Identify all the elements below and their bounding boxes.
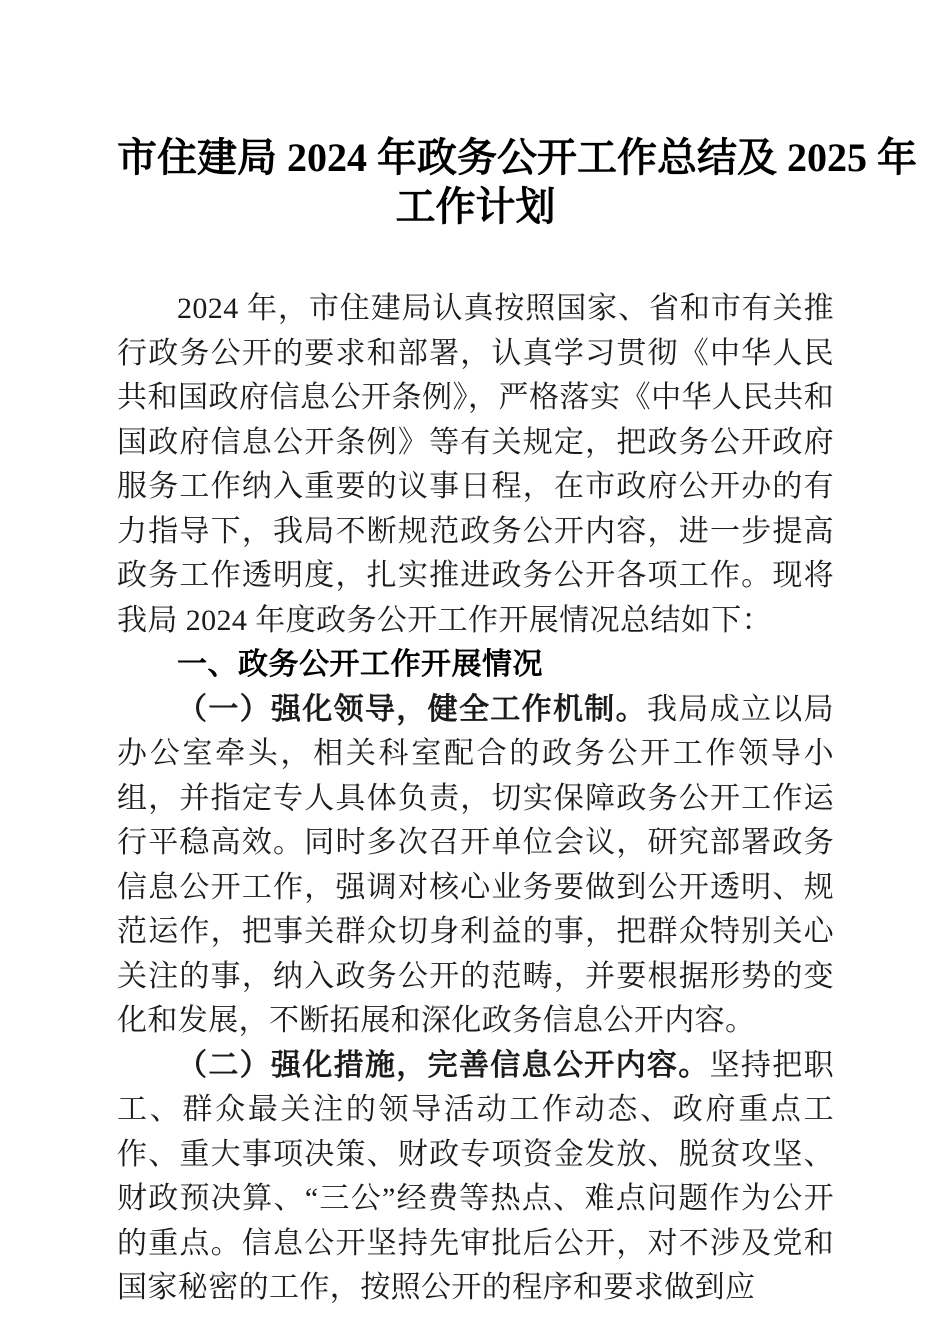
document-content [117, 0, 917, 1311]
document-title-line-2: 工作计划 [395, 184, 556, 229]
section-heading-1-text: 一、政务公开工作开展情况 [177, 648, 543, 681]
title-body-spacer [117, 231, 834, 287]
subsection-body-2: 坚持把职工、群众最关注的领导活动工作动态、政府重点工作、重大事项决策、财政专项资金发放、脱贫攻坚、财政预决算、“三公”经费等热点、难点问题作为公开的重点。信息公开坚持先审批后公开，对不涉及党和国家秘密的工作，按照公开的程序和要求做到应 [117, 1048, 834, 1304]
subsection-paragraph-1 [117, 688, 834, 1044]
intro-paragraph-text: 2024 年，市住建局认真按照国家、省和市有关推行政务公开的要求和部署，认真学习贯彻《中华人民共和国政府信息公开条例》，严格落实《中华人民共和国政府信息公开条例》等有关规定，把政务公开政府服务工作纳入重要的议事日程，在市政府公开办的有力指导下，我局不断规范政务公开内容，进一步提高政务工作透明度，扎实推进政务公开各项工作。现将我局 2024 年度政务公开工作开展情况总结如下： [117, 292, 834, 637]
subsection-paragraph-2 [117, 1044, 834, 1311]
subsection-body-1: 我局成立以局办公室牵头，相关科室配合的政务公开工作领导小组，并指定专人具体负责，切实保障政务公开工作运行平稳高效。同时多次召开单位会议，研究部署政务信息公开工作，强调对核心业务要做到公开透明、规范运作，把事关群众切身利益的事，把群众特别关心关注的事，纳入政务公开的范畴，并要根据形势的变化和发展，不断拓展和深化政务信息公开内容。 [117, 692, 835, 1037]
subsection-lead-1: （一）强化领导，健全工作机制。 [177, 692, 647, 726]
section-heading-1 [117, 643, 834, 688]
document-title-line-1: 市住建局 2024 年政务公开工作总结及 2025 年 [117, 135, 917, 180]
subsection-lead-2: （二）强化措施，完善信息公开内容。 [177, 1048, 710, 1082]
intro-paragraph [117, 287, 834, 643]
document-title [117, 0, 917, 231]
